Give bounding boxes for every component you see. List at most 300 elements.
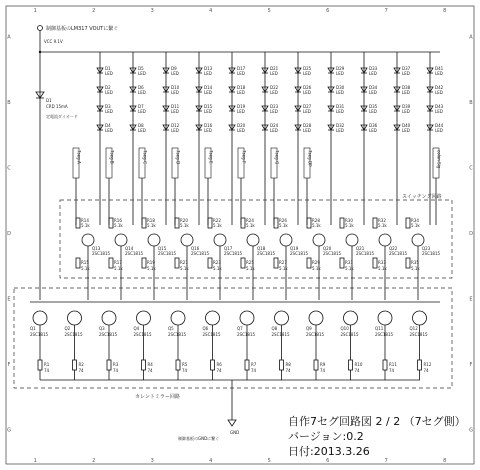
led-value: LED (270, 90, 278, 95)
title-block (288, 414, 466, 458)
led-ref: D6 (138, 85, 144, 90)
switch-transistor-symbol (214, 234, 226, 246)
pull-resistor (274, 258, 278, 268)
date-text: 日付:2013.3.26 (288, 445, 370, 458)
border-row-mark: B (469, 100, 473, 107)
vcc-junction (39, 51, 41, 53)
mirror-resistor-ref: R2 (78, 362, 84, 367)
segment-input-label: 7seg-D (175, 150, 181, 165)
mirror-transistor-ref: Q6 (202, 326, 209, 331)
mirror-transistor-symbol (309, 311, 323, 325)
mirror-transistor-ref: Q2 (64, 326, 71, 331)
mirror-transistor-ref: Q9 (306, 326, 312, 331)
led-ref: D2 (105, 85, 111, 90)
led-value: LED (204, 90, 212, 95)
mirror-transistor-part: 2SC1815 (237, 332, 256, 337)
pull-resistor-value: 5.1k (114, 266, 123, 271)
base-resistor-value: 5.1k (312, 223, 321, 228)
mirror-transistor-ref: Q7 (237, 326, 243, 331)
mirror-transistor-ref: Q5 (168, 326, 174, 331)
pull-resistor-ref: R17 (114, 260, 122, 265)
led-value: LED (402, 128, 410, 133)
led-ref: D3 (105, 104, 111, 109)
led-value: LED (204, 71, 212, 76)
border-col-mark: 1 (33, 8, 37, 14)
current-diode (36, 92, 78, 119)
mirror-resistor-value: 74 (389, 368, 395, 373)
border-col-mark: 7 (384, 458, 388, 464)
pull-resistor-ref: R29 (312, 260, 320, 265)
base-resistor-ref: R24 (246, 218, 254, 223)
border-col-mark: 8 (443, 458, 447, 464)
segment-input-label: 7seg-E (208, 150, 214, 164)
mirror-transistor-symbol (344, 311, 358, 325)
base-resistor-ref: R20 (180, 218, 188, 223)
led-value: LED (303, 90, 311, 95)
mirror-transistor-part: 2SC1815 (409, 332, 428, 337)
switch-transistor-ref: Q14 (125, 246, 134, 251)
led-value: LED (237, 109, 245, 114)
pull-resistor-ref: R33 (378, 260, 386, 265)
border-col-mark: 6 (326, 458, 330, 464)
led-ref: D20 (237, 123, 246, 128)
led-ref: D23 (270, 104, 279, 109)
mirror-resistor-value: 74 (354, 368, 360, 373)
led-ref: D22 (270, 85, 279, 90)
mirror-transistor-symbol (102, 311, 116, 325)
led-ref: D24 (270, 123, 279, 128)
base-resistor (76, 218, 80, 228)
pull-resistor-value: 5.1k (147, 266, 156, 271)
led-value: LED (171, 128, 179, 133)
switch-transistor-part: 2SC1815 (158, 251, 177, 256)
mirror-transistor-part: 2SC1815 (133, 332, 152, 337)
base-resistor-value: 5.1k (345, 223, 354, 228)
switch-transistor-ref: Q17 (224, 246, 233, 251)
mirror-transistor-part: 2SC1815 (375, 332, 394, 337)
mirror-resistor-value: 74 (182, 368, 188, 373)
border-col-mark: 3 (150, 8, 154, 14)
led-value: LED (237, 71, 245, 76)
mirror-resistor-ref: R5 (182, 362, 188, 367)
switch-transistor-part: 2SC1815 (92, 251, 111, 256)
led-value: LED (204, 109, 212, 114)
led-value: LED (237, 90, 245, 95)
base-resistor (175, 218, 179, 228)
mirror-transistor-ref: Q4 (133, 326, 140, 331)
mirror-transistor-symbol (206, 311, 220, 325)
pull-resistor-value: 5.1k (279, 266, 288, 271)
base-resistor-ref: R16 (114, 218, 122, 223)
base-resistor (373, 218, 377, 228)
switch-transistor-part: 2SC1815 (290, 251, 309, 256)
mirror-transistor-part: 2SC1815 (99, 332, 118, 337)
mirror-resistor-ref: R12 (423, 362, 432, 367)
border-row-mark: D (7, 231, 11, 237)
mirror-resistor (418, 360, 422, 370)
switch-transistor-part: 2SC1815 (323, 251, 342, 256)
led-ref: D14 (204, 85, 213, 90)
led-ref: D36 (369, 123, 378, 128)
mirror-resistor-value: 74 (423, 368, 429, 373)
led-value: LED (270, 71, 278, 76)
mirror-resistor-value: 74 (78, 368, 84, 373)
pull-resistor-value: 5.1k (345, 266, 354, 271)
mirror-resistor (176, 360, 180, 370)
pull-resistor-value: 5.1k (378, 266, 387, 271)
led-ref: D37 (402, 66, 411, 71)
mirror-resistor-value: 74 (147, 368, 153, 373)
pull-resistor-ref: R25 (246, 260, 254, 265)
ground-symbol (228, 420, 236, 426)
led-ref: D35 (369, 104, 378, 109)
mirror-transistor-part: 2SC1815 (340, 332, 359, 337)
current-mirror-label: カレントミラー回路 (135, 394, 180, 400)
led-value: LED (138, 71, 146, 76)
switch-transistor-part: 2SC1815 (125, 251, 144, 256)
led-value: LED (171, 109, 179, 114)
led-ref: D26 (303, 85, 312, 90)
led-value: LED (369, 109, 377, 114)
led-ref: D27 (303, 104, 312, 109)
led-ref: D13 (204, 66, 213, 71)
switch-transistor-symbol (412, 234, 424, 246)
switch-transistor-symbol (181, 234, 193, 246)
base-resistor-value: 5.1k (180, 223, 189, 228)
mirror-resistor-ref: R3 (113, 362, 119, 367)
border-col-mark: 5 (267, 458, 271, 464)
led-ref: D32 (336, 123, 345, 128)
ground-label: GND (230, 430, 240, 435)
led-ref: D18 (237, 85, 246, 90)
mirror-resistor-ref: R6 (216, 362, 222, 367)
led-value: LED (402, 109, 410, 114)
base-resistor (307, 218, 311, 228)
mirror-resistor-value: 74 (285, 368, 291, 373)
border-row-mark: D (469, 231, 473, 237)
switch-transistor-symbol (82, 234, 94, 246)
base-resistor-ref: R18 (147, 218, 155, 223)
led-value: LED (237, 128, 245, 133)
led-ref: D33 (369, 66, 378, 71)
led-value: LED (171, 90, 179, 95)
mirror-resistor (383, 360, 387, 370)
pull-resistor (340, 258, 344, 268)
led-ref: D30 (336, 85, 345, 90)
border-row-mark: F (7, 361, 11, 368)
mirror-resistor-ref: R11 (389, 362, 397, 367)
base-resistor (340, 218, 344, 228)
led-value: LED (105, 90, 113, 95)
mirror-transistor-ref: Q3 (99, 326, 105, 331)
led-ref: D1 (105, 66, 111, 71)
led-value: LED (435, 71, 443, 76)
led-value: LED (204, 128, 212, 133)
led-value: LED (303, 71, 311, 76)
mirror-transistor-part: 2SC1815 (202, 332, 221, 337)
pull-resistor-value: 5.1k (411, 266, 420, 271)
switch-transistor-symbol (115, 234, 127, 246)
led-value: LED (138, 109, 146, 114)
vcc-label: VCC 9.1V (44, 39, 63, 44)
led-ref: D5 (138, 66, 144, 71)
pull-resistor (373, 258, 377, 268)
mirror-transistor-part: 2SC1815 (271, 332, 290, 337)
led-value: LED (435, 128, 443, 133)
base-resistor-ref: R32 (378, 218, 386, 223)
switch-transistor-symbol (247, 234, 259, 246)
led-value: LED (435, 109, 443, 114)
switching-block-label: スイッチング回路 (402, 194, 442, 200)
mirror-resistor-ref: R1 (44, 362, 50, 367)
switch-transistor-part: 2SC1815 (389, 251, 408, 256)
led-ref: D21 (270, 66, 279, 71)
mirror-resistor-ref: R8 (285, 362, 291, 367)
mirror-resistor (211, 360, 215, 370)
mirror-resistor (107, 360, 111, 370)
led-matrix (97, 52, 444, 225)
border-col-mark: 5 (267, 8, 271, 14)
led-value: LED (105, 109, 113, 114)
led-ref: D41 (435, 66, 444, 71)
mirror-resistor (245, 360, 249, 370)
base-resistor-value: 5.1k (246, 223, 255, 228)
led-ref: D39 (402, 104, 411, 109)
mirror-transistor-part: 2SC1815 (30, 332, 49, 337)
mirror-transistor-symbol (275, 311, 289, 325)
pull-resistor (109, 258, 113, 268)
mirror-resistor (349, 360, 353, 370)
base-resistor-value: 5.1k (411, 223, 420, 228)
led-ref: D40 (402, 123, 411, 128)
pull-resistor (241, 258, 245, 268)
switch-transistor-symbol (280, 234, 292, 246)
mirror-transistor-symbol (68, 311, 82, 325)
led-value: LED (105, 128, 113, 133)
base-resistor (241, 218, 245, 228)
pull-resistor (76, 258, 80, 268)
border-row-mark: A (7, 34, 11, 41)
led-ref: D10 (171, 85, 180, 90)
mirror-transistor-symbol (137, 311, 151, 325)
pull-resistor-value: 5.1k (180, 266, 189, 271)
mirror-resistor-ref: R9 (320, 362, 326, 367)
border-row-mark: F (469, 361, 473, 368)
version-text: バージョン:0.2 (288, 430, 364, 443)
mirror-resistor-ref: R10 (354, 362, 363, 367)
switch-transistor-symbol (379, 234, 391, 246)
led-value: LED (336, 90, 344, 95)
mirror-resistor-ref: R7 (251, 362, 257, 367)
led-value: LED (270, 109, 278, 114)
crd-ref: D1 (46, 98, 52, 103)
border-col-mark: 1 (33, 458, 37, 464)
switch-transistor-part: 2SC1815 (224, 251, 243, 256)
mirror-transistor-symbol (378, 311, 392, 325)
current-mirror-outline (14, 288, 452, 388)
crd-desc: 定電流ダイオード (46, 114, 78, 119)
led-value: LED (138, 90, 146, 95)
title-text: 自作7セグ回路図 2 / 2 （7セグ側） (288, 415, 466, 428)
mirror-transistor-ref: Q10 (340, 326, 349, 331)
border-col-mark: 2 (92, 8, 96, 14)
switch-transistor-symbol (148, 234, 160, 246)
led-ref: D34 (369, 85, 378, 90)
segment-input-label: 7seg-DP (307, 150, 313, 167)
base-resistor-ref: R30 (345, 218, 353, 223)
led-ref: D4 (105, 123, 111, 128)
mirror-transistor-symbol (171, 311, 185, 325)
border-col-mark: 7 (384, 8, 388, 14)
segment-input-label: 7seg-A (76, 150, 82, 164)
mirror-resistor (280, 360, 284, 370)
base-resistor (406, 218, 410, 228)
power-source-note: 制御基板のLM317 VOUTに繋ぐ (46, 26, 119, 32)
mirror-resistor (38, 360, 42, 370)
base-resistor-value: 5.1k (147, 223, 156, 228)
base-resistor-value: 5.1k (378, 223, 387, 228)
led-value: LED (369, 128, 377, 133)
mirror-transistor-ref: Q11 (375, 326, 384, 331)
switch-transistor-part: 2SC1815 (422, 251, 441, 256)
mirror-resistor-value: 74 (320, 368, 326, 373)
mirror-transistor-symbol (240, 311, 254, 325)
led-value: LED (138, 128, 146, 133)
switch-transistor-ref: Q18 (257, 246, 266, 251)
mirror-resistor-value: 74 (113, 368, 119, 373)
led-ref: D43 (435, 104, 444, 109)
switch-transistor-ref: Q15 (158, 246, 167, 251)
border-row-mark: C (7, 165, 11, 172)
pull-resistor-ref: R23 (213, 260, 221, 265)
led-ref: D8 (138, 123, 144, 128)
border-row-mark: G (7, 427, 11, 434)
led-ref: D12 (171, 123, 180, 128)
led-value: LED (435, 90, 443, 95)
border-row-mark: C (469, 165, 473, 172)
mirror-transistor-symbol (413, 311, 427, 325)
ground (178, 380, 239, 441)
mirror-transistor-part: 2SC1815 (306, 332, 325, 337)
led-ref: D25 (303, 66, 312, 71)
led-ref: D11 (171, 104, 180, 109)
segment-input-label: 7seg-B (109, 150, 115, 164)
led-value: LED (402, 71, 410, 76)
pull-resistor-ref: R15 (81, 260, 89, 265)
border-col-mark: 4 (209, 8, 213, 14)
base-resistor-value: 5.1k (81, 223, 90, 228)
border-col-mark: 2 (92, 458, 96, 464)
led-ref: D17 (237, 66, 246, 71)
switch-transistor-ref: Q16 (191, 246, 200, 251)
border-row-mark: B (7, 100, 11, 107)
base-resistor-ref: R34 (411, 218, 419, 223)
led-value: LED (105, 71, 113, 76)
ground-note: 制御基板のGNDに繋ぐ (178, 436, 220, 441)
border-col-mark: 3 (150, 458, 154, 464)
led-ref: D9 (171, 66, 177, 71)
power-terminal-symbol (38, 26, 43, 31)
led-value: LED (369, 90, 377, 95)
led-ref: D31 (336, 104, 345, 109)
base-resistor (142, 218, 146, 228)
led-value: LED (369, 71, 377, 76)
base-resistor-value: 5.1k (279, 223, 288, 228)
segment-input-label: colon-Sig (436, 150, 442, 169)
mirror-transistor-symbol (33, 311, 47, 325)
base-resistor (208, 218, 212, 228)
led-ref: D16 (204, 123, 213, 128)
mirror-transistor-ref: Q8 (271, 326, 278, 331)
switch-transistor-ref: Q23 (422, 246, 431, 251)
border-marks (7, 8, 473, 464)
led-ref: D42 (435, 85, 444, 90)
switch-transistor-ref: Q13 (92, 246, 101, 251)
pull-resistor-ref: R19 (147, 260, 155, 265)
pull-resistor (175, 258, 179, 268)
base-resistor-value: 5.1k (114, 223, 123, 228)
segment-input-label: 7seg-F (241, 150, 247, 164)
mirror-transistor-ref: Q12 (409, 326, 418, 331)
pull-resistor-ref: R21 (180, 260, 188, 265)
border-row-mark: E (469, 296, 473, 303)
pull-resistor (208, 258, 212, 268)
base-resistor-ref: R14 (81, 218, 89, 223)
led-value: LED (336, 128, 344, 133)
pull-resistor-ref: R35 (411, 260, 419, 265)
mirror-resistor-value: 74 (44, 368, 50, 373)
base-resistor-ref: R28 (312, 218, 320, 223)
pull-resistor-ref: R27 (279, 260, 287, 265)
led-ref: D7 (138, 104, 144, 109)
mirror-resistor-value: 74 (216, 368, 222, 373)
led-ref: D44 (435, 123, 444, 128)
mirror-resistor-value: 74 (251, 368, 257, 373)
pull-resistor-value: 5.1k (213, 266, 222, 271)
border-row-mark: A (469, 34, 473, 41)
switch-transistor-symbol (346, 234, 358, 246)
pull-resistor-value: 5.1k (246, 266, 255, 271)
mirror-transistor-part: 2SC1815 (168, 332, 187, 337)
mirror-resistor-ref: R4 (147, 362, 153, 367)
led-value: LED (402, 90, 410, 95)
led-value: LED (303, 109, 311, 114)
led-value: LED (303, 128, 311, 133)
led-ref: D38 (402, 85, 411, 90)
switch-transistor-ref: Q19 (290, 246, 299, 251)
segment-inputs (73, 148, 442, 225)
base-resistor-value: 5.1k (213, 223, 222, 228)
base-resistor-ref: R26 (279, 218, 287, 223)
led-ref: D29 (336, 66, 345, 71)
border-col-mark: 8 (443, 8, 447, 14)
switch-transistor-ref: Q21 (356, 246, 365, 251)
led-value: LED (270, 128, 278, 133)
led-value: LED (336, 109, 344, 114)
led-ref: D19 (237, 104, 246, 109)
mirror-transistor-part: 2SC1815 (64, 332, 83, 337)
led-value: LED (171, 71, 179, 76)
pull-resistor-ref: R31 (345, 260, 353, 265)
mirror-resistor (142, 360, 146, 370)
base-resistor-ref: R22 (213, 218, 221, 223)
crd-part: CRD 15mA (46, 104, 68, 109)
base-resistor (274, 218, 278, 228)
led-ref: D28 (303, 123, 312, 128)
current-mirror-block (30, 302, 440, 380)
border-row-mark: E (7, 296, 11, 303)
switch-transistor-ref: Q20 (323, 246, 332, 251)
